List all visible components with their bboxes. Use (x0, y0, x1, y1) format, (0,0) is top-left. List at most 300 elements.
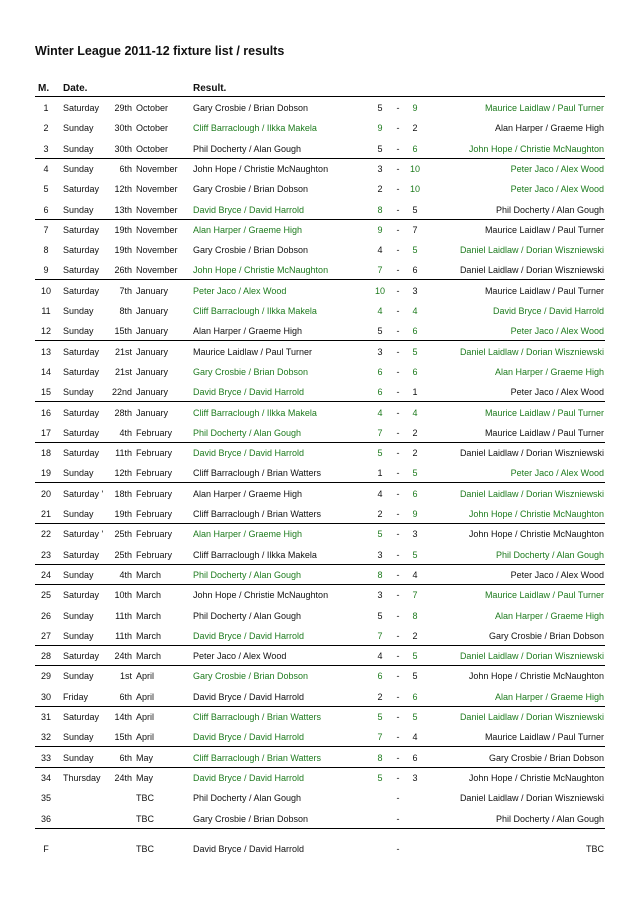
match-number: 31 (40, 712, 51, 722)
match-number: 2 (43, 123, 49, 134)
match-day: Saturday (63, 712, 100, 722)
fixture-row (0, 646, 641, 666)
match-month: TBC (136, 843, 154, 854)
fixture-row (0, 809, 641, 829)
away-score: 4 (412, 569, 418, 580)
home-score: 5 (377, 772, 383, 783)
match-month: March (136, 610, 162, 621)
match-month: April (136, 691, 155, 702)
match-day: Saturday (63, 285, 100, 296)
away-pair: Daniel Laidlaw / Dorian Wiszniewski (459, 448, 604, 459)
away-pair: Phil Docherty / Alan Gough (495, 204, 604, 215)
match-month: April (136, 712, 155, 722)
match-month: February (136, 448, 173, 459)
home-score: 4 (377, 651, 383, 662)
home-score: 7 (377, 265, 383, 276)
match-month: November (136, 204, 178, 215)
home-score: 3 (377, 590, 383, 601)
score-dash: - (396, 488, 400, 499)
match-date: 30th (114, 143, 132, 154)
match-date: 10th (114, 590, 132, 601)
fixture-row (0, 484, 641, 504)
match-day: Saturday (63, 103, 100, 113)
fixture-row (0, 382, 641, 402)
home-pair: Cliff Barraclough / Brian Watters (193, 509, 322, 519)
away-score: 2 (412, 630, 418, 641)
match-date: 7th (119, 285, 132, 296)
away-score: 5 (412, 245, 418, 256)
match-month: January (136, 346, 169, 357)
score-dash: - (396, 752, 400, 763)
score-dash: - (396, 448, 400, 459)
away-pair: Alan Harper / Graeme High (494, 610, 604, 621)
match-month: January (136, 285, 169, 296)
match-date: 24th (114, 651, 132, 662)
home-pair: Phil Docherty / Alan Gough (193, 143, 302, 154)
match-day: Sunday (63, 326, 94, 337)
match-number: 36 (40, 813, 51, 824)
score-dash: - (396, 590, 400, 601)
match-day: Sunday (63, 671, 94, 682)
score-dash: - (396, 326, 400, 337)
match-month: January (136, 387, 169, 398)
match-day: Saturday ' (63, 529, 104, 540)
home-score: 5 (377, 529, 383, 540)
match-number: 35 (40, 793, 51, 804)
match-day: Saturday (63, 265, 100, 276)
away-score: 7 (412, 224, 418, 235)
match-month: November (136, 163, 178, 174)
score-dash: - (396, 732, 400, 743)
match-month: October (136, 143, 169, 154)
home-score: 8 (377, 204, 383, 215)
away-score: 7 (412, 590, 418, 601)
away-pair: Alan Harper / Graeme High (494, 366, 604, 377)
match-month: April (136, 732, 155, 743)
match-number: 3 (43, 143, 49, 154)
match-number: 15 (40, 387, 51, 398)
match-number: 5 (43, 184, 49, 195)
home-score: 5 (377, 610, 383, 621)
fixture-row (0, 768, 641, 788)
match-date: 19th (114, 224, 132, 235)
header-result: Result. (193, 83, 227, 94)
home-score: 4 (377, 306, 383, 316)
home-pair: Cliff Barraclough / Brian Watters (193, 468, 322, 479)
home-pair: David Bryce / David Harrold (193, 387, 305, 398)
match-number: 22 (40, 529, 51, 540)
away-score: 10 (409, 184, 420, 195)
score-dash: - (396, 224, 400, 235)
home-score: 2 (377, 509, 383, 519)
match-day: Saturday (63, 366, 100, 377)
away-score: 4 (412, 407, 418, 418)
home-pair: Alan Harper / Graeme High (193, 529, 303, 540)
fixture-row (0, 545, 641, 565)
score-dash: - (396, 123, 400, 134)
row-divider (35, 828, 605, 829)
match-date: 12th (114, 184, 132, 195)
fixture-row (0, 240, 641, 260)
home-score: 6 (377, 387, 383, 398)
fixture-row (0, 707, 641, 727)
match-day: Sunday (63, 732, 94, 743)
away-pair: Maurice Laidlaw / Paul Turner (484, 407, 604, 418)
score-dash: - (396, 712, 400, 722)
fixture-row (0, 748, 641, 768)
home-score: 1 (377, 468, 383, 479)
fixture-row (0, 463, 641, 483)
away-pair: Phil Docherty / Alan Gough (495, 813, 604, 824)
match-date: 11th (115, 630, 132, 641)
match-month: February (136, 529, 173, 540)
score-dash: - (396, 407, 400, 418)
match-day: Sunday (63, 204, 94, 215)
match-date: 6th (119, 163, 132, 174)
page-title: Winter League 2011-12 fixture list / results (35, 44, 285, 58)
match-month: TBC (136, 813, 154, 824)
score-dash: - (396, 103, 400, 113)
away-pair: Gary Crosbie / Brian Dobson (488, 630, 604, 641)
match-month: March (136, 569, 162, 580)
home-score: 3 (377, 163, 383, 174)
away-pair: Phil Docherty / Alan Gough (495, 549, 604, 560)
match-number: 25 (40, 590, 51, 601)
away-score: 9 (412, 509, 418, 519)
match-day: Sunday (63, 569, 94, 580)
match-day: Sunday (63, 630, 94, 641)
away-score: 6 (412, 488, 418, 499)
home-pair: John Hope / Christie McNaughton (193, 590, 329, 601)
away-score: 6 (412, 143, 418, 154)
away-pair: Maurice Laidlaw / Paul Turner (484, 732, 604, 743)
match-day: Saturday (63, 184, 100, 195)
match-number: 27 (40, 630, 51, 641)
match-month: October (136, 103, 169, 113)
score-dash: - (396, 529, 400, 540)
home-score: 9 (377, 123, 383, 134)
away-pair: Maurice Laidlaw / Paul Turner (484, 224, 604, 235)
away-score: 1 (412, 387, 418, 398)
match-date: 30th (114, 123, 132, 134)
match-date: 15th (114, 326, 132, 337)
home-score: 7 (377, 630, 383, 641)
match-month: November (136, 265, 178, 276)
score-dash: - (396, 163, 400, 174)
home-score: 5 (377, 326, 383, 337)
score-dash: - (396, 387, 400, 398)
match-date: 19th (114, 509, 132, 519)
home-score: 5 (377, 143, 383, 154)
score-dash: - (396, 610, 400, 621)
fixture-row (0, 321, 641, 341)
score-dash: - (396, 509, 400, 519)
match-month: February (136, 549, 173, 560)
match-month: February (136, 488, 173, 499)
match-day: Saturday (63, 245, 100, 256)
away-score: 6 (412, 326, 418, 337)
away-score: 5 (412, 651, 418, 662)
home-pair: Alan Harper / Graeme High (193, 488, 303, 499)
match-number: 14 (40, 366, 51, 377)
score-dash: - (396, 306, 400, 316)
away-pair: Maurice Laidlaw / Paul Turner (484, 427, 604, 438)
away-score: 3 (412, 772, 418, 783)
away-score: 5 (412, 712, 418, 722)
score-dash: - (396, 630, 400, 641)
away-pair: Daniel Laidlaw / Dorian Wiszniewski (459, 346, 604, 357)
home-pair: Gary Crosbie / Brian Dobson (193, 245, 309, 256)
away-pair: David Bryce / David Harrold (492, 306, 604, 316)
match-month: February (136, 427, 173, 438)
home-pair: David Bryce / David Harrold (193, 691, 305, 702)
score-dash: - (396, 143, 400, 154)
match-month: TBC (136, 793, 154, 804)
fixture-row (0, 687, 641, 707)
home-pair: David Bryce / David Harrold (193, 630, 305, 641)
match-day: Sunday (63, 387, 94, 398)
home-score: 2 (377, 184, 383, 195)
match-number: 30 (40, 691, 51, 702)
match-month: February (136, 468, 173, 479)
match-number: 20 (40, 488, 51, 499)
match-month: January (136, 306, 169, 316)
match-number: 11 (41, 306, 51, 316)
match-number: 16 (40, 407, 51, 418)
match-date: 24th (114, 772, 132, 783)
away-pair: Daniel Laidlaw / Dorian Wiszniewski (459, 793, 604, 804)
away-score: 2 (412, 123, 418, 134)
match-date: 21st (114, 346, 132, 357)
match-date: 8th (119, 306, 132, 316)
away-score: 5 (412, 671, 418, 682)
away-score: 3 (412, 285, 418, 296)
match-day: Sunday (63, 123, 94, 134)
fixture-row (0, 281, 641, 301)
match-day: Saturday ' (63, 488, 104, 499)
match-day: Sunday (63, 306, 94, 316)
away-score: 6 (412, 366, 418, 377)
home-pair: Cliff Barraclough / Brian Watters (193, 752, 322, 763)
home-score: 5 (377, 712, 383, 722)
match-month: January (136, 326, 169, 337)
home-pair: Phil Docherty / Alan Gough (193, 793, 302, 804)
fixture-row (0, 403, 641, 423)
match-number: 9 (43, 265, 49, 276)
match-date: 26th (114, 265, 132, 276)
match-date: 19th (114, 245, 132, 256)
fixture-row (0, 585, 641, 605)
match-number: 26 (40, 610, 51, 621)
fixture-row (0, 666, 641, 686)
away-pair: Daniel Laidlaw / Dorian Wiszniewski (459, 265, 604, 276)
fixture-row (0, 159, 641, 179)
away-pair: Peter Jaco / Alex Wood (510, 468, 604, 479)
match-number: 29 (40, 671, 51, 682)
score-dash: - (396, 651, 400, 662)
home-pair: Cliff Barraclough / Ilkka Makela (193, 306, 317, 316)
home-score: 7 (377, 427, 383, 438)
home-pair: David Bryce / David Harrold (193, 732, 305, 743)
away-pair: Maurice Laidlaw / Paul Turner (484, 103, 604, 113)
fixture-row (0, 98, 641, 118)
fixture-row (0, 220, 641, 240)
match-day: Saturday (63, 346, 100, 357)
score-dash: - (396, 843, 400, 854)
match-day: Saturday (63, 407, 100, 418)
away-score: 9 (412, 103, 418, 113)
match-month: April (136, 671, 155, 682)
fixture-row (0, 423, 641, 443)
home-pair: Gary Crosbie / Brian Dobson (193, 103, 309, 113)
match-day: Sunday (63, 143, 94, 154)
match-date: 6th (119, 691, 132, 702)
match-month: March (136, 630, 162, 641)
match-day: Saturday (63, 590, 100, 601)
score-dash: - (396, 793, 400, 804)
match-number: F (43, 843, 49, 854)
away-score: 5 (412, 468, 418, 479)
match-date: 25th (114, 549, 132, 560)
match-number: 24 (40, 569, 51, 580)
match-month: May (136, 752, 154, 763)
match-date: 11th (115, 610, 132, 621)
match-date: 18th (114, 488, 132, 499)
away-score: 4 (412, 306, 418, 316)
match-day: Friday (63, 691, 89, 702)
away-pair: John Hope / Christie McNaughton (468, 529, 604, 540)
match-date: 13th (114, 204, 132, 215)
match-day: Sunday (63, 163, 94, 174)
match-number: 33 (40, 752, 51, 763)
fixture-row (0, 362, 641, 382)
match-month: November (136, 184, 178, 195)
away-score: 2 (412, 427, 418, 438)
home-pair: Phil Docherty / Alan Gough (193, 610, 302, 621)
home-score: 6 (377, 366, 383, 377)
home-score: 4 (377, 488, 383, 499)
home-score: 7 (377, 732, 383, 743)
header-rule (35, 96, 605, 97)
away-score: 8 (412, 610, 418, 621)
match-day: Sunday (63, 509, 94, 519)
away-score: 2 (412, 448, 418, 459)
match-month: January (136, 366, 169, 377)
home-pair: Gary Crosbie / Brian Dobson (193, 366, 309, 377)
away-pair: John Hope / Christie McNaughton (468, 509, 604, 519)
away-pair: Daniel Laidlaw / Dorian Wiszniewski (459, 712, 604, 722)
score-dash: - (396, 468, 400, 479)
match-month: November (136, 245, 178, 256)
away-pair: Daniel Laidlaw / Dorian Wiszniewski (459, 488, 604, 499)
match-date: 21st (114, 366, 132, 377)
home-pair: Alan Harper / Graeme High (193, 224, 303, 235)
away-score: 6 (412, 752, 418, 763)
away-pair: John Hope / Christie McNaughton (468, 772, 604, 783)
away-score: 5 (412, 346, 418, 357)
away-pair: Peter Jaco / Alex Wood (510, 326, 604, 337)
home-pair: Cliff Barraclough / Brian Watters (193, 712, 322, 722)
match-day: Saturday (63, 427, 100, 438)
home-score: 3 (377, 549, 383, 560)
match-number: 34 (40, 772, 51, 783)
home-score: 5 (377, 448, 383, 459)
score-dash: - (396, 245, 400, 256)
away-score: 10 (409, 163, 420, 174)
match-number: 28 (40, 651, 51, 662)
match-number: 1 (43, 103, 49, 113)
match-number: 4 (43, 163, 49, 174)
away-pair: Alan Harper / Graeme High (494, 123, 604, 134)
away-pair: John Hope / Christie McNaughton (468, 671, 604, 682)
match-day: Saturday (63, 549, 100, 560)
match-month: October (136, 123, 169, 134)
home-pair: Gary Crosbie / Brian Dobson (193, 813, 309, 824)
fixture-row (0, 200, 641, 220)
home-score: 9 (377, 224, 383, 235)
match-date: 14th (114, 712, 132, 722)
home-score: 10 (374, 285, 385, 296)
header-date: Date. (63, 83, 88, 94)
match-month: May (136, 772, 154, 783)
score-dash: - (396, 813, 400, 824)
match-day: Sunday (63, 752, 94, 763)
home-score: 8 (377, 569, 383, 580)
match-month: March (136, 651, 162, 662)
match-date: 4th (119, 427, 132, 438)
score-dash: - (396, 549, 400, 560)
match-number: 7 (43, 224, 49, 235)
home-pair: Alan Harper / Graeme High (193, 326, 303, 337)
match-date: 6th (119, 752, 132, 763)
fixture-row (0, 524, 641, 544)
home-score: 5 (377, 103, 383, 113)
match-day: Saturday (63, 448, 100, 459)
match-date: 22nd (111, 387, 132, 398)
score-dash: - (396, 772, 400, 783)
match-date: 15th (114, 732, 132, 743)
away-score: 6 (412, 265, 418, 276)
home-pair: Peter Jaco / Alex Wood (193, 651, 287, 662)
home-pair: Gary Crosbie / Brian Dobson (193, 184, 309, 195)
home-pair: Cliff Barraclough / Ilkka Makela (193, 123, 317, 134)
match-number: 21 (40, 509, 51, 519)
away-pair: John Hope / Christie McNaughton (468, 143, 604, 154)
score-dash: - (396, 346, 400, 357)
match-number: 17 (40, 427, 51, 438)
score-dash: - (396, 204, 400, 215)
away-score: 5 (412, 204, 418, 215)
home-pair: John Hope / Christie McNaughton (193, 163, 329, 174)
fixture-row (0, 118, 641, 138)
fixture-row (0, 342, 641, 362)
home-pair: Peter Jaco / Alex Wood (193, 285, 287, 296)
away-pair: Alan Harper / Graeme High (494, 691, 604, 702)
match-date: 11th (115, 448, 132, 459)
away-pair: TBC (586, 843, 604, 854)
match-month: January (136, 407, 169, 418)
match-date: 4th (119, 569, 132, 580)
home-score: 4 (377, 245, 383, 256)
match-date: 1st (119, 671, 132, 682)
home-score: 4 (377, 407, 383, 418)
match-number: 8 (43, 245, 49, 256)
home-score: 6 (377, 671, 383, 682)
home-pair: Phil Docherty / Alan Gough (193, 427, 302, 438)
match-date: 28th (114, 407, 132, 418)
home-score: 8 (377, 752, 383, 763)
away-pair: Daniel Laidlaw / Dorian Wiszniewski (459, 651, 604, 662)
